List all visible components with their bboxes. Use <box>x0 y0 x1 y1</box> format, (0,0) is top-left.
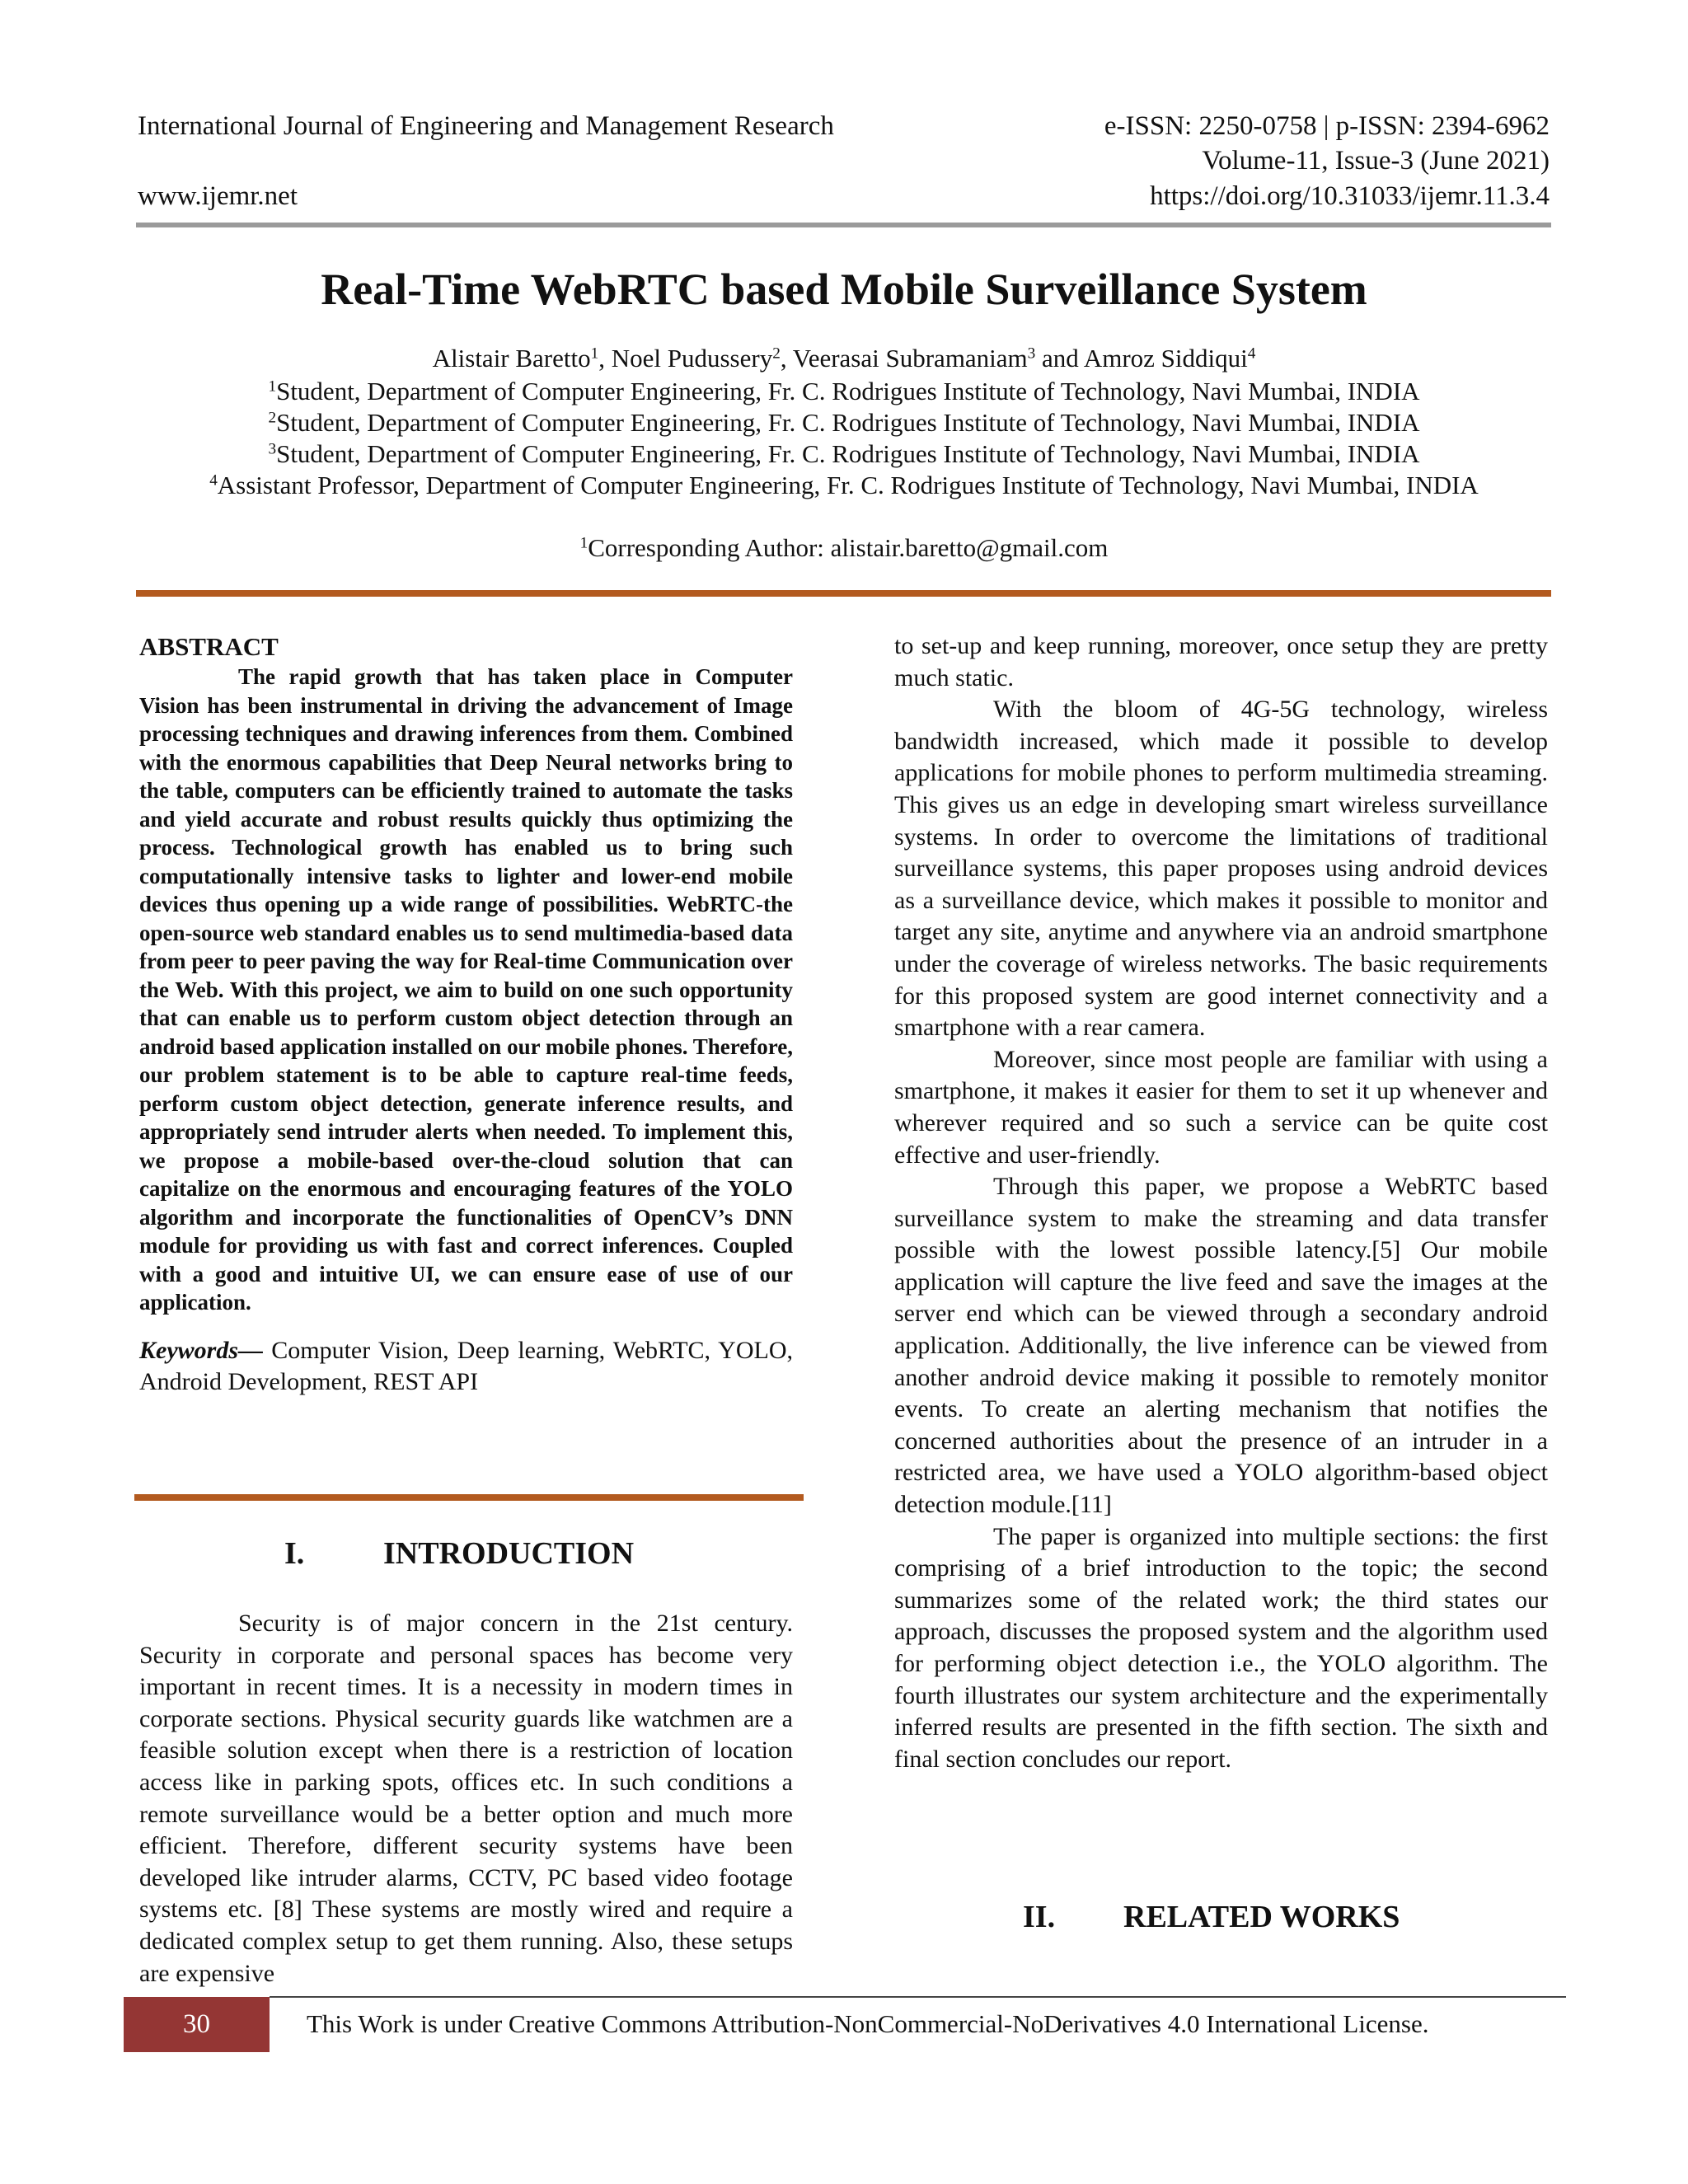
keywords-text: Computer Vision, Deep learning, WebRTC, YOLO, Android Development, REST API <box>139 1336 793 1396</box>
page-number: 30 <box>124 1997 270 2052</box>
author-line <box>0 343 1688 374</box>
corresponding-text: Corresponding Author: alistair.baretto@gmail.com <box>588 533 1109 562</box>
author-sup: 2 <box>772 344 781 363</box>
paragraph: Moreover, since most people are familiar with using a smartphone, it makes it easier for them to set it up whenever and wherever required and so such a service can be quite cost effective and user-friendly. <box>894 1045 1548 1169</box>
affiliation-sup: 4 <box>209 471 218 490</box>
footer-rule <box>270 1996 1566 1998</box>
affiliation-text: Student, Department of Computer Engineering, Fr. C. Rodrigues Institute of Technology, Navi Mumbai, INDIA <box>276 408 1420 437</box>
abstract-body: The rapid growth that has taken place in Computer Vision has been instrumental in driving the advancement of Image processing techniques and drawing inferences from them. Combined with the enormous capabilities that Deep Neural networks bring to the table, computers can be efficiently trained to automate the tasks and yield accurate and robust results quickly thus optimizing the process. Technological growth has enabled us to bring such computationally intensive tasks to lighter and lower-end mobile devices thus opening up a wide range of possibilities. WebRTC-the open-source web standard enables us to send multimedia-based data from peer to peer paving the way for Real-time Communication over the Web. With this project, we aim to build on one such opportunity that can enable us to perform custom object detection through an android based application installed on our mobile phones. Therefore, our problem statement is to be able to capture real-time feeds, perform custom object detection, generate inference results, and appropriately send intruder alerts when needed. To implement this, we propose a mobile-based over-the-cloud solution that can capitalize on the enormous and encouraging features of the YOLO algorithm and incorporate the functionalities of OpenCV’s DNN module for providing us with fast and correct inferences. Coupled with a good and intuitive UI, we can ensure ease of use of our application. <box>139 664 793 1315</box>
volume-issue: Volume-11, Issue-3 (June 2021) <box>1202 146 1550 176</box>
corresponding-author <box>0 532 1688 564</box>
author-sup: 4 <box>1247 344 1256 363</box>
abstract-heading: ABSTRACT <box>139 632 279 661</box>
affiliation <box>0 376 1688 407</box>
section-number: II. <box>1023 1900 1056 1934</box>
paper-title: Real-Time WebRTC based Mobile Surveillance System <box>321 265 1367 314</box>
affiliation <box>0 407 1688 438</box>
doi: https://doi.org/10.31033/ijemr.11.3.4 <box>1150 181 1550 211</box>
affiliation-text: Assistant Professor, Department of Computer Engineering, Fr. C. Rodrigues Institute of Technology, Navi Mumbai, INDIA <box>217 471 1479 499</box>
affiliation-sup: 3 <box>268 440 277 458</box>
author-name: Alistair Baretto <box>432 344 591 373</box>
journal-name: International Journal of Engineering and Management Research <box>138 111 834 141</box>
author-sup: 1 <box>590 344 599 363</box>
left-column-body <box>139 1608 793 1990</box>
affiliation-text: Student, Department of Computer Engineering, Fr. C. Rodrigues Institute of Technology, Navi Mumbai, INDIA <box>276 377 1420 405</box>
author-name: , Noel Pudussery <box>598 344 773 373</box>
section-number: I. <box>284 1536 305 1571</box>
section-title: RELATED WORKS <box>1123 1900 1400 1934</box>
journal-website: www.ijemr.net <box>138 181 298 211</box>
abstract-block <box>139 631 793 1399</box>
keywords <box>139 1335 793 1399</box>
keywords-label: Keywords— <box>139 1336 263 1364</box>
affiliation <box>0 470 1688 501</box>
section-title: INTRODUCTION <box>383 1536 635 1571</box>
author-name: and Amroz Siddiqui <box>1035 344 1248 373</box>
affiliation <box>0 438 1688 470</box>
header-rule <box>136 223 1551 227</box>
corresponding-sup: 1 <box>579 534 588 552</box>
license-text: This Work is under Creative Commons Attribution-NonCommercial-NoDerivatives 4.0 International License. <box>307 2009 1429 2038</box>
affiliation-sup: 1 <box>268 377 277 396</box>
author-sup: 3 <box>1027 344 1036 363</box>
paragraph: With the bloom of 4G-5G technology, wireless bandwidth increased, which made it possible to develop applications for mobile phones to perform multimedia streaming. This gives us an edge in developing smart wireless surveillance systems. In order to overcome the limitations of traditional surveillance systems, this paper proposes using android devices as a surveillance device, which makes it possible to monitor and target any site, anytime and anywhere via an android smartphone under the coverage of wireless networks. The basic requirements for this proposed system are good internet connectivity and a smartphone with a rear camera. <box>894 696 1548 1042</box>
affiliation-text: Student, Department of Computer Engineering, Fr. C. Rodrigues Institute of Technology, Navi Mumbai, INDIA <box>276 439 1420 468</box>
affiliation-sup: 2 <box>268 409 277 427</box>
paragraph: Security is of major concern in the 21st century. Security in corporate and personal spaces has become very important in recent times. It is a necessity in modern times in corporate sections. Physical security guards like watchmen are a feasible solution except when there is a restriction of location access like in parking spots, offices etc. In such conditions a remote surveillance would be a better option and much more efficient. Therefore, different security systems have been developed like intruder alarms, CCTV, PC based video footage systems etc. [8] These systems are mostly wired and require a dedicated complex setup to get them running. Also, these setups are expensive <box>139 1610 793 1987</box>
right-column-body <box>894 630 1548 1775</box>
paragraph: The paper is organized into multiple sections: the first comprising of a brief introduction to the topic; the second summarizes some of the related work; the third states our approach, discusses the proposed system and the algorithm used for performing object detection i.e., the YOLO algorithm. The fourth illustrates our system architecture and the experimentally inferred results are presented in the fifth section. The sixth and final section concludes our report. <box>894 1522 1548 1773</box>
title-rule <box>136 590 1551 597</box>
paragraph: Through this paper, we propose a WebRTC based surveillance system to make the streaming and data transfer possible with the lowest possible latency.[5] Our mobile application will capture the live feed and save the images at the server end which can be viewed through a secondary android application. Additionally, the live inference can be viewed from another android device making it possible to remotely monitor events. To create an alerting mechanism that notifies the concerned authorities about the presence of an intruder in a restricted area, we have used a YOLO algorithm-based object detection module.[11] <box>894 1173 1548 1519</box>
author-name: , Veerasai Subramaniam <box>780 344 1028 373</box>
abstract-rule <box>134 1494 804 1501</box>
paragraph: to set-up and keep running, moreover, once setup they are pretty much static. <box>894 632 1548 691</box>
issn: e-ISSN: 2250-0758 | p-ISSN: 2394-6962 <box>1104 111 1550 141</box>
